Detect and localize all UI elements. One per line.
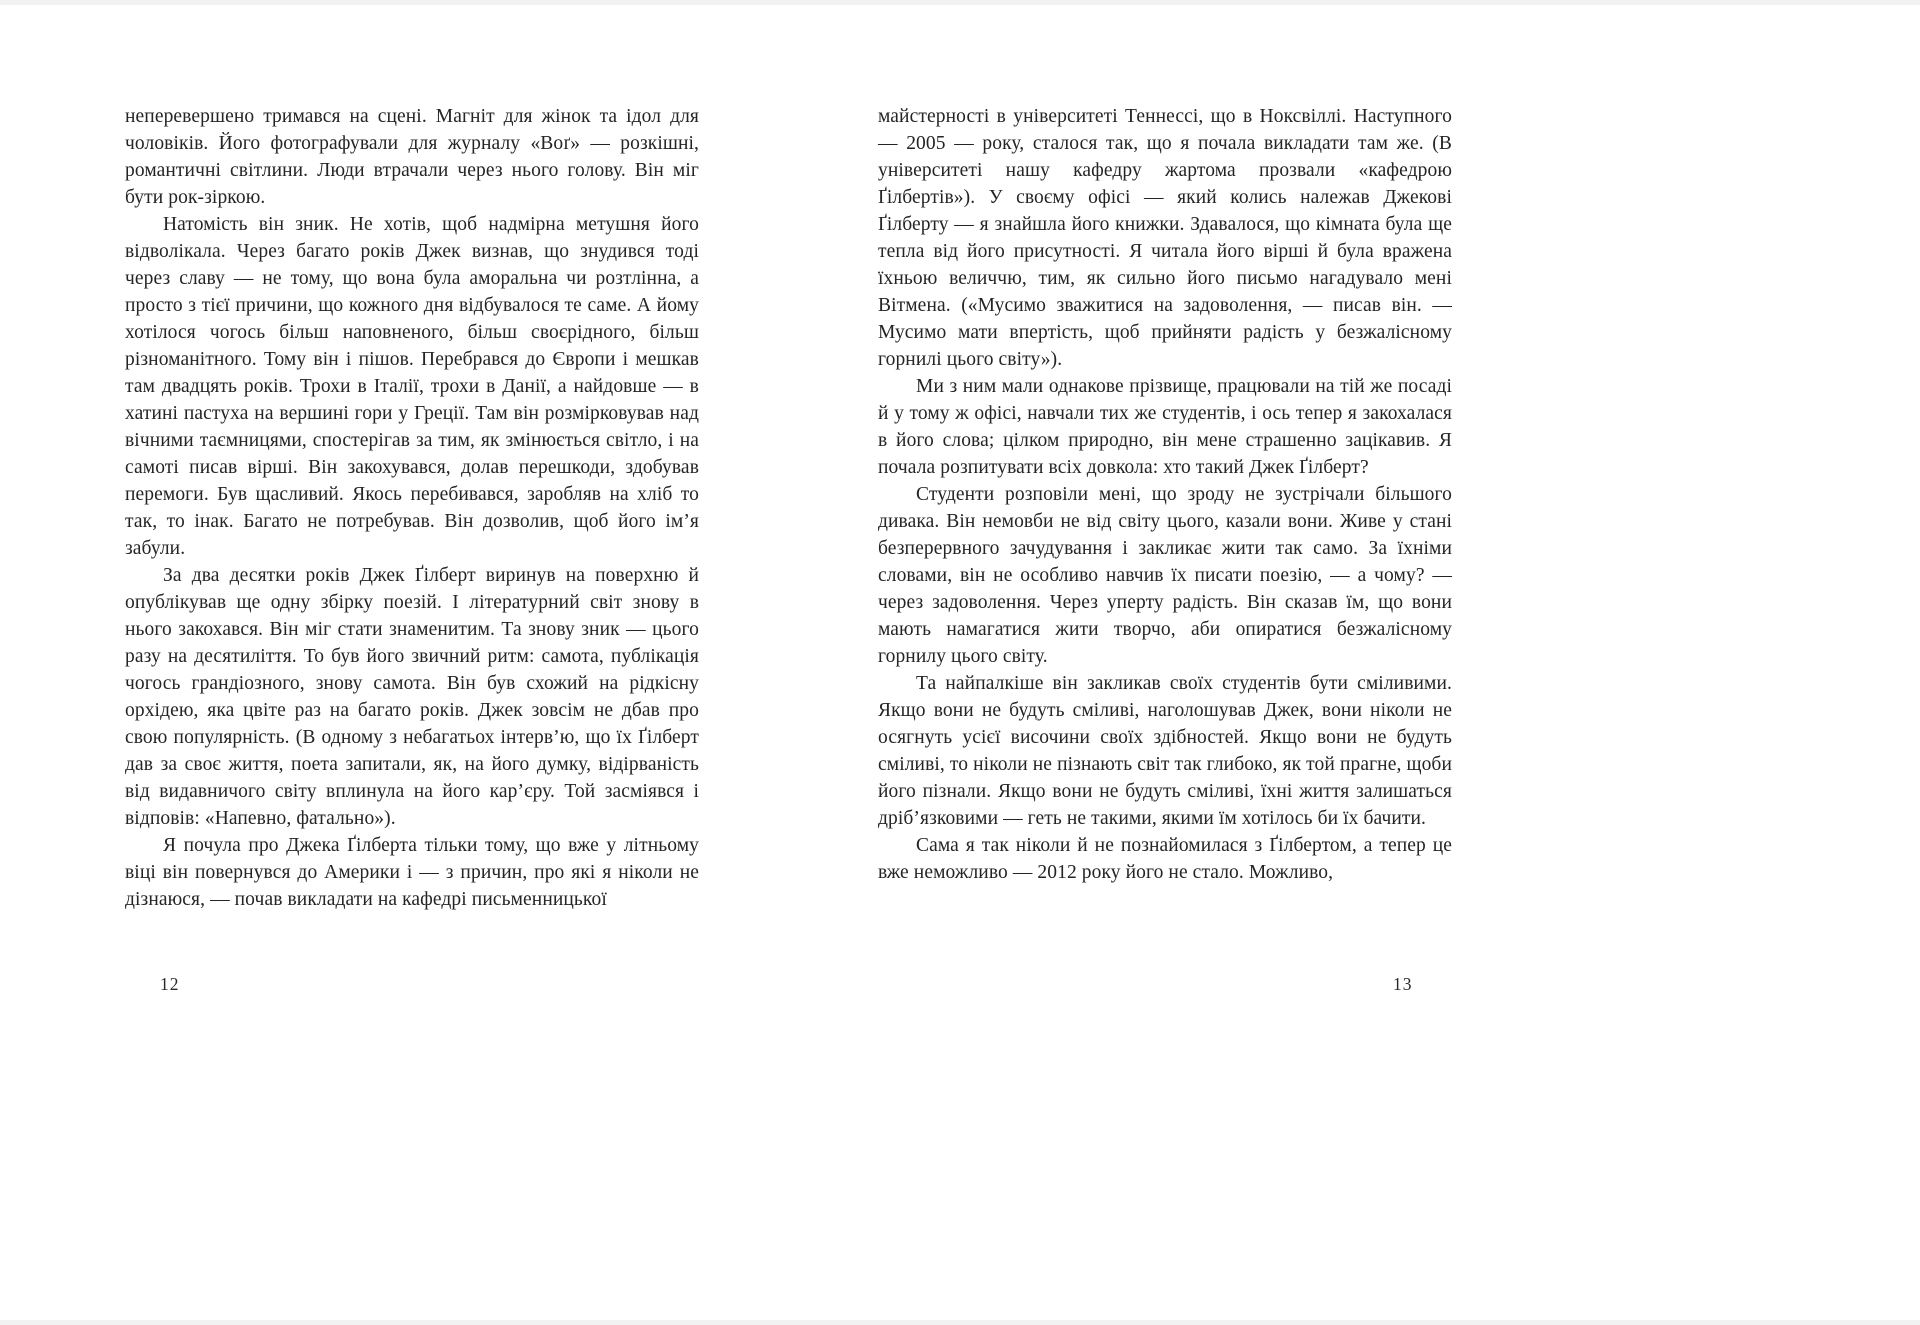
paragraph: Я почула про Джека Ґілберта тільки тому, що вже у літньому віці він повернувся до Америки і — з причин, про які я ніколи не дізнаюся, — почав викладати на кафедрі письменницької (125, 835, 699, 910)
paragraph: Сама я так ніколи й не познайомилася з Ґілбертом, а тепер це вже неможливо — 2012 року його не стало. Можливо, (878, 835, 1452, 883)
paragraph: За два десятки років Джек Ґілберт виринув на поверхню й опублікував ще одну збірку поезій. І літературний світ знову в нього закохався. Він міг стати знаменитим. Та знову зник — цього разу на десятиліття. То був його звичний ритм: самота, публікація чогось грандіозного, знову самота. Він був схожий на рідкісну орхідею, яка цвіте раз на багато років. Джек зовсім не дбав про свою популярність. (В одному з небагатьох інтерв’ю, що їх Ґілберт дав за своє життя, поета запитали, як, на його думку, відірваність від видавничого світу вплинула на його кар’єру. Той засміявся і відповів: «Напевно, фатально»). (125, 565, 699, 829)
paragraph: Студенти розповіли мені, що зроду не зустрічали більшого дивака. Він немовби не від світу цього, казали вони. Живе у стані безперервного зачудування і закликає жити так само. За їхніми словами, він не особливо навчив їх писати поезію, — а чому? — через задоволення. Через уперту радість. Він сказав їм, що вони мають намагатися жити творчо, аби опиратися безжалісному горнилу цього світу. (878, 484, 1452, 667)
scan-edge-top (0, 0, 1920, 5)
page-number-right: 13 (1393, 974, 1413, 994)
page-right-text-block (878, 103, 1452, 886)
paragraph: Ми з ним мали однакове прізвище, працювали на тій же посаді й у тому ж офісі, навчали тих же студентів, і ось тепер я закохалася в його слова; цілком природно, він мене страшенно зацікавив. Я почала розпитувати всіх довкола: хто такий Джек Ґілберт? (878, 376, 1452, 478)
paragraph: майстерності в університеті Теннессі, що в Ноксвіллі. Наступного — 2005 — року, сталося так, що я почала викладати там же. (В університеті нашу кафедру жартома прозвали «кафедрою Ґілбертів»). У своєму офісі — який колись належав Джекові Ґілберту — я знайшла його книжки. Здавалося, що кімната була ще тепла від його присутності. Я читала його вірші й була вражена їхньою величчю, тим, як сильно його письмо нагадувало мені Вітмена. («Мусимо зважитися на задоволення, — писав він. — Мусимо мати впертість, щоб прийняти радість у безжалісному горнилі цього світу»). (878, 106, 1452, 370)
paragraph: неперевершено тримався на сцені. Магніт для жінок та ідол для чоловіків. Його фотографували для журналу «Воґ» — розкішні, романтичні світлини. Люди втрачали через нього голову. Він міг бути рок-зіркою. (125, 106, 699, 208)
scan-edge-bottom (0, 1320, 1920, 1325)
page-left-text-block (125, 103, 699, 913)
paragraph: Та найпалкіше він закликав своїх студентів бути сміливими. Якщо вони не будуть сміливі, наголошував Джек, вони ніколи не осягнуть усієї височини своїх здібностей. Якщо вони не будуть сміливі, то ніколи не пізнають світ так глибоко, як той прагне, щоби його пізнали. Якщо вони не будуть сміливі, їхні життя залишаться дріб’язковими — геть не такими, якими їм хотілось би їх бачити. (878, 673, 1452, 829)
page-number-left: 12 (160, 974, 180, 994)
paragraph: Натомість він зник. Не хотів, щоб надмірна метушня його відволікала. Через багато років Джек визнав, що знудився тоді через славу — не тому, що вона була аморальна чи розтлінна, а просто з тієї причини, що кожного дня відбувалося те саме. А йому хотілося чогось більш наповненого, більш своєрідного, більш різноманітного. Тому він і пішов. Перебрався до Європи і мешкав там двадцять років. Трохи в Італії, трохи в Данії, а найдовше — в хатині пастуха на вершині гори у Греції. Там він розмірковував над вічними таємницями, спостерігав за тим, як змінюється світло, і на самоті писав вірші. Він закохувався, долав перешкоди, здобував перемоги. Був щасливий. Якось перебивався, заробляв на хліб то так, то інак. Багато не потребував. Він дозволив, щоб його ім’я забули. (125, 214, 699, 559)
